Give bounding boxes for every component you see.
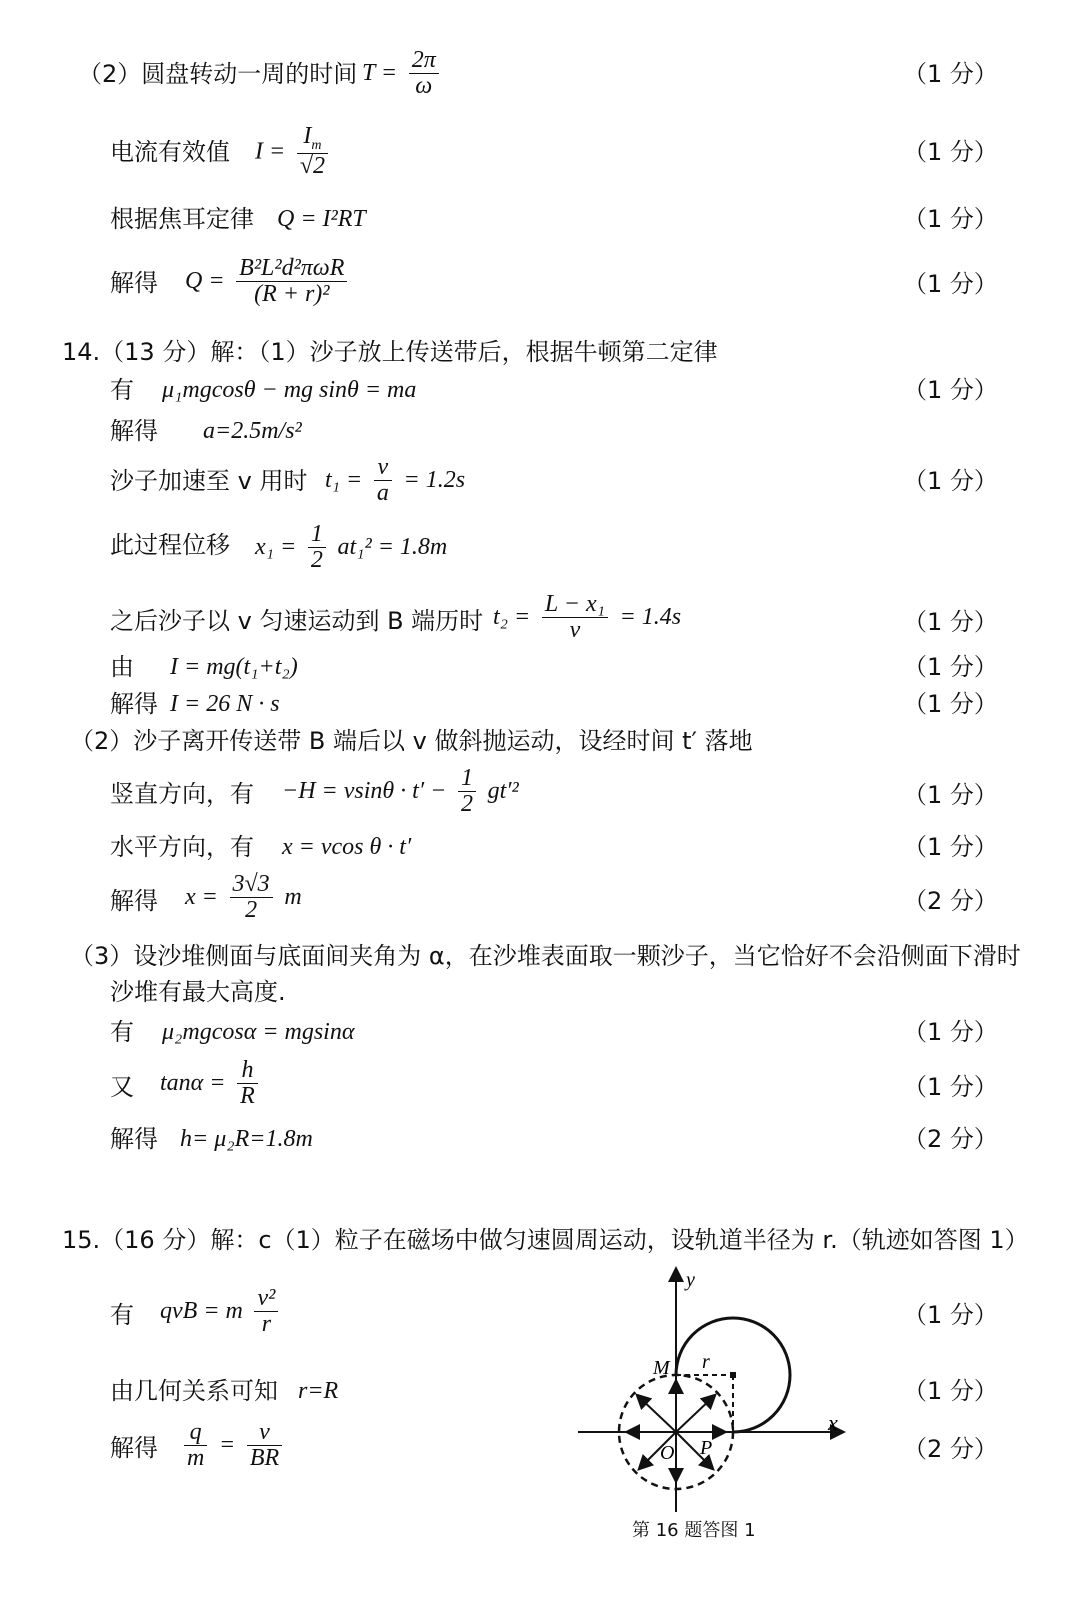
trajectory-figure [560, 1262, 860, 1522]
fraction [237, 1058, 258, 1109]
q14-x1-label: 此过程位移 [110, 531, 230, 559]
fraction [297, 124, 328, 180]
denominator: 2 [245, 897, 258, 924]
q14-x-result-formula [185, 872, 302, 923]
q15-geometry-formula: r=R [298, 1378, 339, 1404]
q14-t1-label: 沙子加速至 v 用时 [110, 467, 308, 495]
score-label: （1 分） [903, 60, 998, 88]
numerator: v² [254, 1286, 278, 1312]
denominator: 2 [310, 547, 323, 574]
score-label: （1 分） [903, 138, 998, 166]
fraction-right [247, 1420, 282, 1471]
q14-part2-text: （2）沙子离开传送带 B 端后以 v 做斜抛运动，设经时间 t′ 落地 [70, 727, 753, 755]
score-label: （1 分） [903, 833, 998, 861]
q14-part3-text-cont: 沙堆有最大高度. [110, 978, 286, 1006]
score-label: （1 分） [903, 608, 998, 636]
numerator: 3√3 [230, 872, 273, 898]
score-label: （2 分） [903, 1125, 998, 1153]
formula-rhs: gt′² [487, 778, 519, 805]
q13-result-label: 解得 [110, 269, 158, 297]
q13-result-formula [185, 256, 351, 307]
numerator: h [237, 1058, 258, 1084]
q14-impulse-result-label: 解得 [110, 690, 158, 718]
formula-lhs: x₁ = [255, 534, 297, 561]
score-label: （1 分） [903, 205, 998, 233]
q15-lorentz-label: 有 [110, 1301, 134, 1329]
q14-vertical-label: 竖直方向，有 [110, 780, 254, 808]
numerator: 2π [409, 48, 439, 74]
q14-t2-label: 之后沙子以 v 匀速运动到 B 端历时 [110, 607, 484, 635]
center-point [730, 1372, 736, 1378]
q14-vertical-formula [282, 766, 519, 817]
y-axis-label: y [686, 1269, 695, 1291]
formula-lhs: x = [185, 884, 218, 911]
q14-t1-formula [325, 455, 465, 506]
q14-impulse-formula: I = mg(t₁+t₂) [170, 654, 298, 680]
q13-joule-formula: Q = I²RT [277, 206, 366, 232]
fraction [308, 522, 326, 573]
denominator: BR [249, 1445, 280, 1472]
denominator: 2 [460, 791, 473, 818]
denominator: v [569, 617, 581, 644]
formula-lhs: t₂ = [493, 604, 531, 631]
score-label: （1 分） [903, 270, 998, 298]
denominator: ω [415, 73, 433, 100]
numerator: 1 [308, 522, 326, 548]
fraction [542, 592, 608, 643]
formula-lhs: Q = [185, 268, 225, 295]
numerator: v [374, 455, 392, 481]
numerator: L − x₁ [542, 592, 608, 618]
denominator: √2 [299, 153, 325, 180]
q14-height-formula: h= μ₂R=1.8m [180, 1126, 313, 1152]
radius-label: r [702, 1351, 710, 1373]
point-p-label: P [700, 1437, 713, 1459]
q14-newton-formula: μ₁mgcosθ − mg sinθ = ma [162, 377, 417, 403]
formula-lhs: T = [362, 60, 398, 87]
formula-lhs: t₁ = [325, 467, 363, 494]
fraction [230, 872, 273, 923]
q15-header: 15.（16 分）解：c（1）粒子在磁场中做匀速圆周运动，设轨道半径为 r.（轨迹如答图 1） [62, 1226, 1029, 1254]
fraction [458, 766, 476, 817]
equals-sign: = [218, 1432, 236, 1459]
fraction-left [184, 1420, 207, 1471]
q14-newton-label: 有 [110, 376, 134, 404]
q13-period-formula [362, 48, 443, 99]
q14-accel-formula: a=2.5m/s² [203, 418, 302, 444]
numerator-main: I [303, 123, 312, 149]
origin-label: O [660, 1442, 675, 1464]
denominator: r [261, 1311, 272, 1338]
fraction [254, 1286, 278, 1337]
figure-caption: 第 16 题答图 1 [632, 1520, 756, 1541]
q15-result-label: 解得 [110, 1434, 158, 1462]
q14-header: 14.（13 分）解：（1）沙子放上传送带后，根据牛顿第二定律 [62, 338, 718, 366]
q13-part2-label: （2）圆盘转动一周的时间 [78, 60, 358, 88]
formula-rhs: = 1.4s [619, 604, 682, 631]
q15-result-formula [180, 1420, 286, 1471]
score-label: （1 分） [903, 653, 998, 681]
q14-height-label: 解得 [110, 1125, 158, 1153]
score-label: （1 分） [903, 376, 998, 404]
formula-lhs: qvB = m [160, 1298, 243, 1325]
fraction [374, 455, 392, 506]
score-label: （1 分） [903, 781, 998, 809]
score-label: （1 分） [903, 1018, 998, 1046]
numerator: q [184, 1420, 207, 1446]
q13-rms-label: 电流有效值 [110, 138, 230, 166]
score-label: （1 分） [903, 1301, 998, 1329]
formula-rhs: at₁² = 1.8m [337, 534, 448, 561]
q14-part3-text: （3）设沙堆侧面与底面间夹角为 α，在沙堆表面取一颗沙子，当它恰好不会沿侧面下滑时 [70, 942, 1021, 970]
q14-impulse-result: I = 26 N · s [170, 691, 280, 717]
q14-friction-formula: μ₂mgcosα = mgsinα [162, 1019, 355, 1045]
formula-lhs: I = [255, 138, 286, 165]
q14-impulse-label: 由 [110, 653, 134, 681]
score-label: （1 分） [903, 690, 998, 718]
velocity-arrows [628, 1382, 724, 1480]
denominator: R [240, 1083, 255, 1110]
formula-rhs: m [284, 884, 302, 911]
formula-lhs: tanα = [160, 1070, 226, 1097]
score-label: （1 分） [903, 467, 998, 495]
q15-geometry-label: 由几何关系可知 [110, 1377, 278, 1405]
q14-horizontal-formula: x = vcos θ · t′ [282, 834, 412, 860]
denominator: a [376, 480, 389, 507]
q14-accel-label: 解得 [110, 417, 158, 445]
x-axis-label: x [828, 1410, 838, 1435]
q14-tan-formula [160, 1058, 262, 1109]
q15-lorentz-formula [160, 1286, 282, 1337]
formula-lhs: −H = vsinθ · t′ − [282, 778, 447, 805]
q13-rms-formula [255, 124, 332, 180]
q14-friction-label: 有 [110, 1018, 134, 1046]
denominator: m [187, 1445, 205, 1472]
numerator [297, 124, 328, 154]
q14-x-result-label: 解得 [110, 887, 158, 915]
q13-joule-label: 根据焦耳定律 [110, 205, 254, 233]
q14-tan-label: 又 [110, 1073, 134, 1101]
point-m-label: M [653, 1357, 670, 1379]
fraction [409, 48, 439, 99]
score-label: （2 分） [903, 1435, 998, 1463]
fraction [236, 256, 347, 307]
numerator: v [247, 1420, 282, 1446]
score-label: （2 分） [903, 887, 998, 915]
numerator: B²L²d²πωR [236, 256, 347, 282]
score-label: （1 分） [903, 1073, 998, 1101]
formula-rhs: = 1.2s [403, 467, 466, 494]
numerator-sub: m [311, 137, 322, 153]
numerator: 1 [458, 766, 476, 792]
score-label: （1 分） [903, 1377, 998, 1405]
q14-x1-formula [255, 522, 447, 573]
denominator: (R + r)² [254, 281, 330, 308]
q14-horizontal-label: 水平方向，有 [110, 833, 254, 861]
q14-t2-formula [493, 592, 681, 643]
